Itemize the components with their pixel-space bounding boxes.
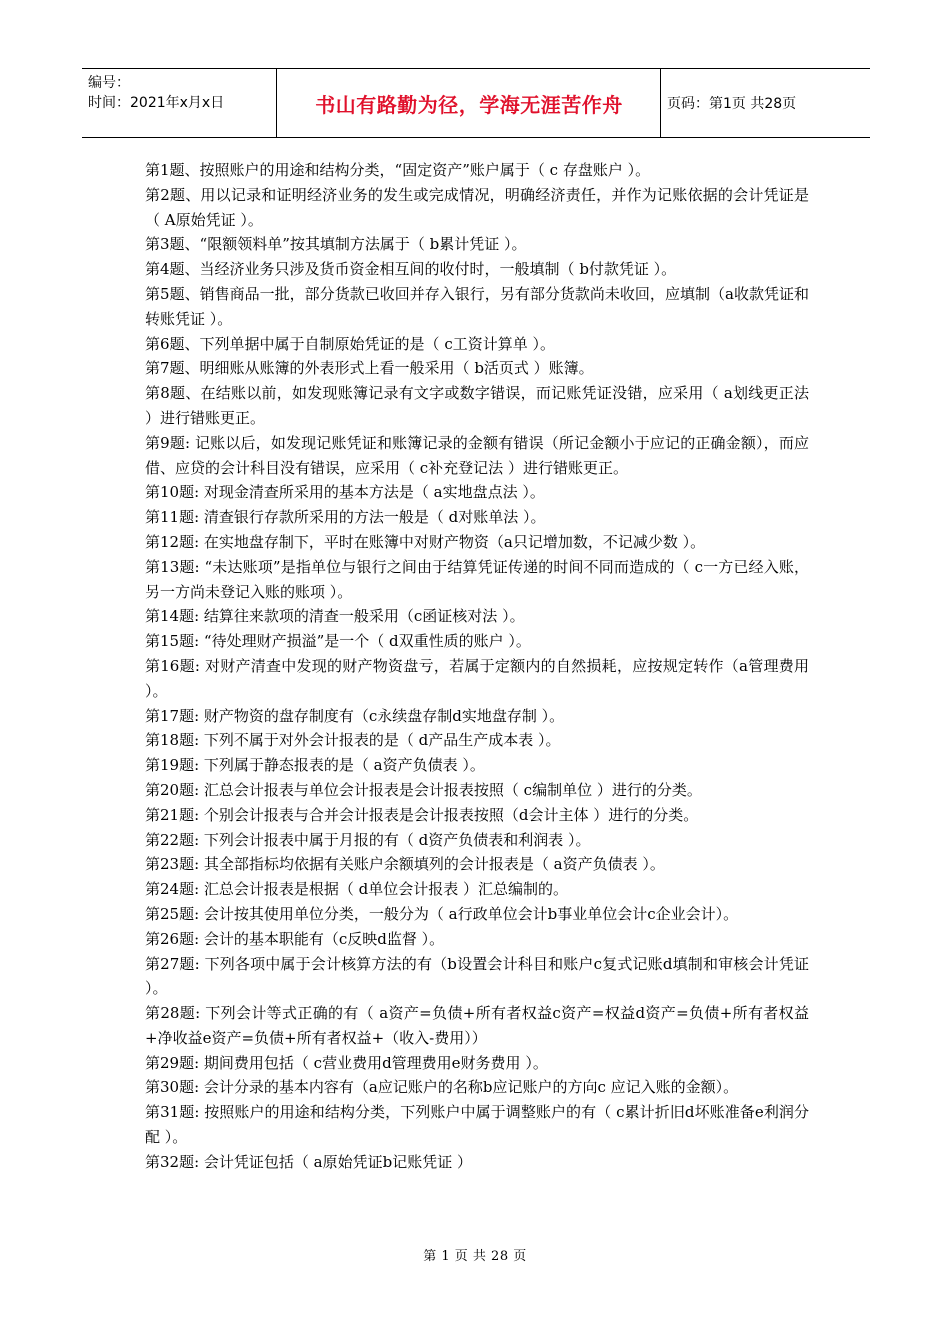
question-item: 第30题: 会计分录的基本内容有（a应记账户的名称b应记账户的方向c 应记入账的金额）。	[145, 1078, 739, 1097]
question-item: 第2题、用以记录和证明经济业务的发生或完成情况，明确经济责任，并作为记账依据的会计凭证是（ A原始凭证 ）。	[145, 185, 809, 229]
document-date: 时间：2021年x月x日	[88, 95, 225, 111]
question-item: 第4题、当经济业务只涉及货币资金相互间的收付时，一般填制（ b付款凭证 ）。	[145, 260, 677, 279]
header-motto: 书山有路勤为径，学海无涯苦作舟	[278, 69, 661, 137]
question-item: 第27题: 下列各项中属于会计核算方法的有（b设置会计科目和账户c复式记账d填制和审核会计凭证 ）。	[145, 954, 809, 998]
question-list	[145, 158, 809, 1175]
question-item: 第9题: 记账以后，如发现记账凭证和账簿记录的金额有错误（所记金额小于应记的正确金额），而应借、应贷的会计科目没有错误，应采用（ c补充登记法 ）进行错账更正。	[145, 433, 809, 477]
question-item: 第28题: 下列会计等式正确的有（ a资产=负债+所有者权益c资产=权益d资产=负债+所有者权益+净收益e资产=负债+所有者权益+（收入-费用））	[145, 1004, 809, 1047]
question-item: 第32题: 会计凭证包括（ a原始凭证b记账凭证 ）	[145, 1152, 472, 1171]
page-footer: 第 1 页 共 28 页	[423, 1249, 527, 1264]
question-item: 第5题、销售商品一批，部分货款已收回并存入银行，另有部分货款尚未收回，应填制（a收款凭证和转账凭证 ）。	[145, 284, 809, 328]
question-item: 第6题、下列单据中属于自制原始凭证的是（ c工资计算单 ）。	[145, 334, 555, 353]
question-item: 第1题、按照账户的用途和结构分类，“固定资产”账户属于（ c 存盘账户 ）。	[145, 161, 651, 179]
header-info-cell	[82, 69, 277, 137]
question-item: 第21题: 个别会计报表与合并会计报表是会计报表按照（d会计主体 ）进行的分类。	[145, 805, 699, 824]
question-item: 第22题: 下列会计报表中属于月报的有（ d资产负债表和利润表 ）。	[145, 830, 591, 849]
question-item: 第24题: 汇总会计报表是根据（ d单位会计报表 ）汇总编制的。	[145, 880, 569, 899]
question-item: 第3题、“限额领料单”按其填制方法属于（ b累计凭证 ）。	[145, 235, 527, 254]
question-item: 第17题: 财产物资的盘存制度有（c永续盘存制d实地盘存制 ）。	[145, 706, 565, 725]
header-page-info: 页码：第1页 共28页	[667, 96, 797, 112]
question-item: 第10题: 对现金清查所采用的基本方法是（ a实地盘点法 ）。	[145, 483, 545, 502]
question-item: 第8题、在结账以前，如发现账簿记录有文字或数字错误，而记账凭证没错，应采用（ a划线更正法 ）进行错账更正。	[145, 384, 809, 427]
question-item: 第14题: 结算往来款项的清查一般采用（c函证核对法 ）。	[145, 607, 525, 626]
question-item: 第18题: 下列不属于对外会计报表的是（ d产品生产成本表 ）。	[145, 731, 561, 750]
question-item: 第29题: 期间费用包括（ c营业费用d管理费用e财务费用 ）。	[145, 1053, 548, 1072]
question-item: 第11题: 清查银行存款所采用的方法一般是（ d对账单法 ）。	[145, 508, 546, 527]
page-header	[82, 68, 870, 138]
question-item: 第25题: 会计按其使用单位分类，一般分为（ a行政单位会计b事业单位会计c企业会计）。	[145, 904, 739, 923]
question-item: 第23题: 其全部指标均依据有关账户余额填列的会计报表是（ a资产负债表 ）。	[145, 855, 665, 874]
question-item: 第7题、明细账从账簿的外表形式上看一般采用（ b活页式 ）账簿。	[145, 359, 594, 378]
question-item: 第26题: 会计的基本职能有（c反映d监督 ）。	[145, 929, 445, 948]
question-item: 第15题: “待处理财产损溢”是一个（ d双重性质的账户 ）。	[145, 632, 531, 651]
question-item: 第13题: “未达账项”是指单位与银行之间由于结算凭证传递的时间不同而造成的（ c一方已经入账，另一方尚未登记入账的账项 ）。	[145, 557, 809, 601]
question-item: 第12题: 在实地盘存制下，平时在账簿中对财产物资（a只记增加数，不记减少数 ）。	[145, 532, 706, 551]
question-item: 第19题: 下列属于静态报表的是（ a资产负债表 ）。	[145, 756, 485, 775]
document-number-label: 编号：	[88, 75, 130, 91]
question-item: 第20题: 汇总会计报表与单位会计报表是会计报表按照（ c编制单位 ）进行的分类。	[145, 780, 702, 799]
question-item: 第31题: 按照账户的用途和结构分类，下列账户中属于调整账户的有（ c累计折旧d坏账准备e利润分配 ）。	[145, 1103, 809, 1147]
question-item: 第16题: 对财产清查中发现的财产物资盘亏，若属于定额内的自然损耗，应按规定转作（a管理费用 ）。	[145, 656, 809, 700]
